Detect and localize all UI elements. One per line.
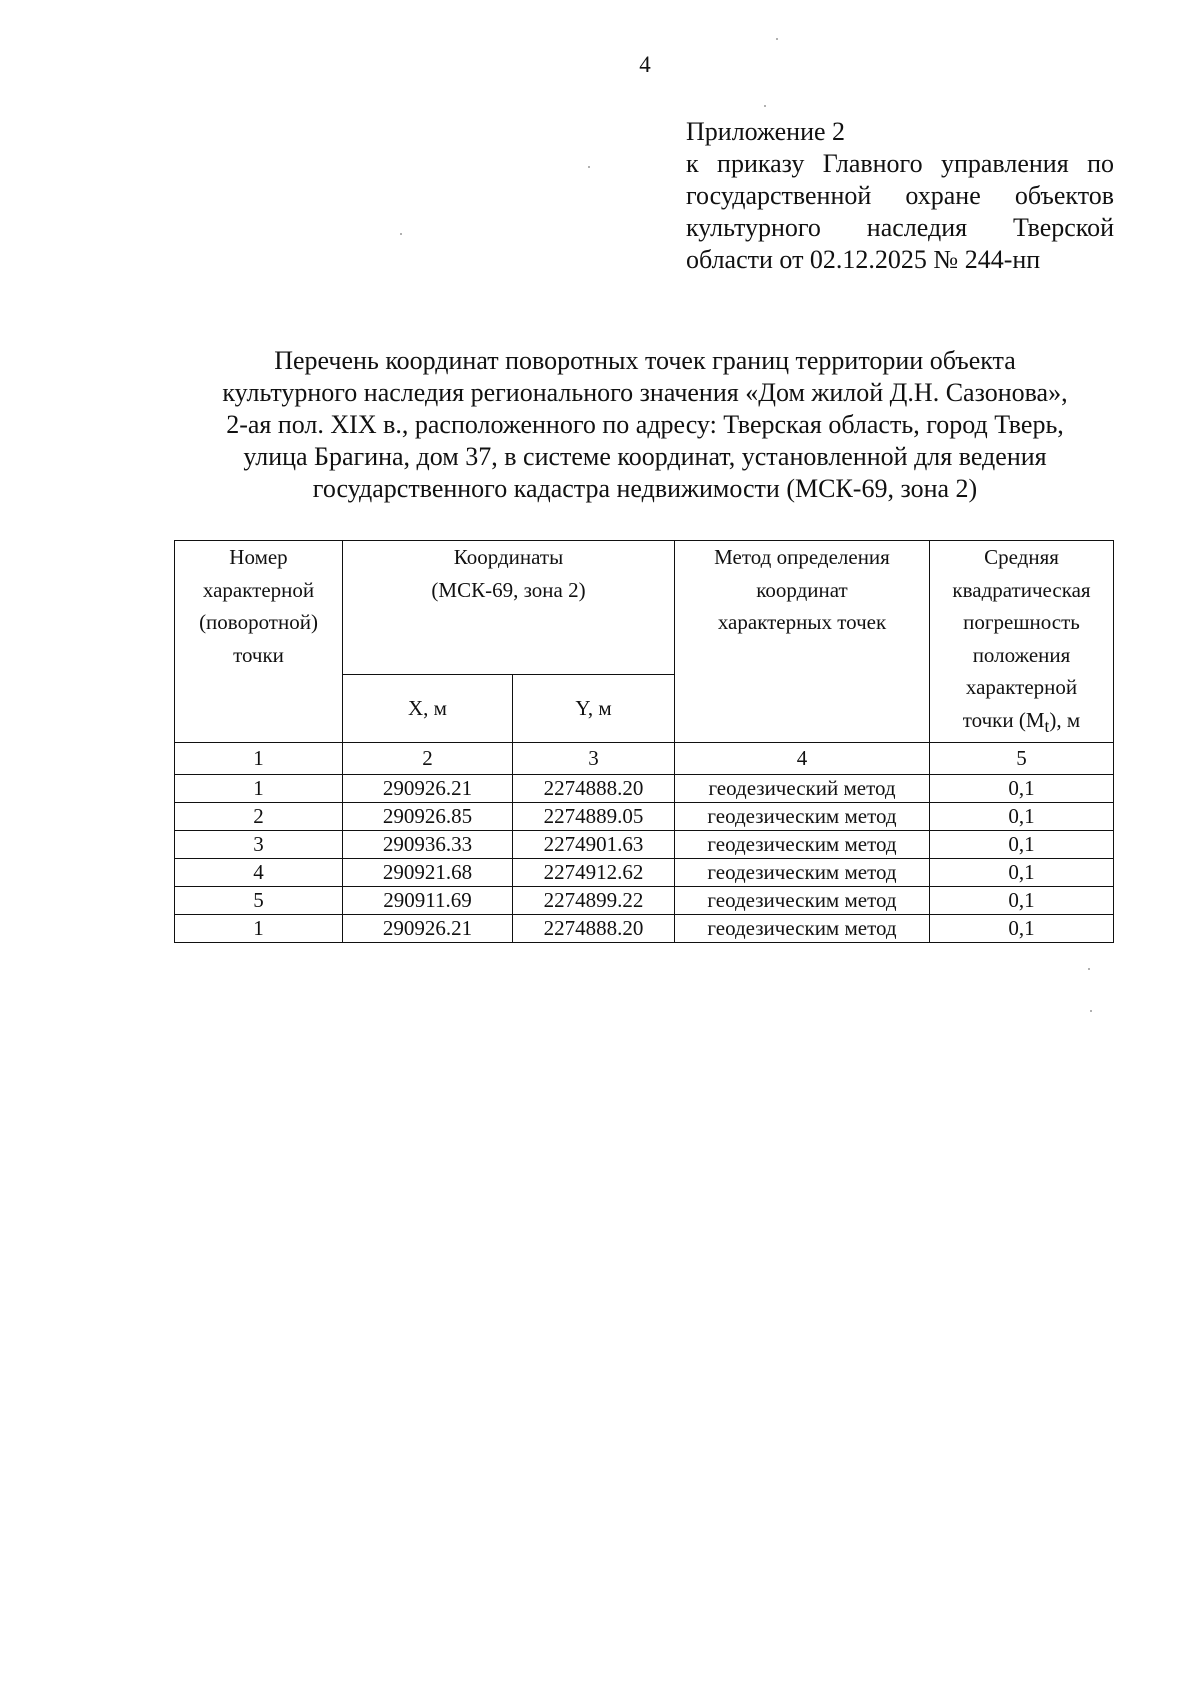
header-method: Метод определения координат характерных точек [675, 541, 930, 743]
column-number: 5 [930, 743, 1114, 775]
cell-y: 2274899.22 [513, 887, 675, 915]
header-x: X, м [343, 675, 513, 743]
cell-method: геодезическим метод [675, 915, 930, 943]
cell-point: 3 [175, 831, 343, 859]
appendix-block [686, 116, 1114, 276]
appendix-line: культурного наследия Тверской [686, 213, 1114, 242]
scan-speck [588, 166, 590, 168]
table-row [175, 775, 1114, 803]
cell-error: 0,1 [930, 831, 1114, 859]
coordinates-table [174, 540, 1114, 943]
cell-point: 4 [175, 859, 343, 887]
cell-method: геодезическим метод [675, 859, 930, 887]
table-row [175, 803, 1114, 831]
cell-x: 290926.21 [343, 915, 513, 943]
title-line: Перечень координат поворотных точек границ территории объекта [274, 346, 1016, 375]
column-number: 3 [513, 743, 675, 775]
cell-x: 290936.33 [343, 831, 513, 859]
appendix-line: к приказу Главного управления по [686, 149, 1114, 178]
cell-y: 2274888.20 [513, 775, 675, 803]
cell-method: геодезический метод [675, 775, 930, 803]
cell-x: 290921.68 [343, 859, 513, 887]
appendix-line: Приложение 2 [686, 117, 846, 146]
title-line: 2-ая пол. XIX в., расположенного по адресу: Тверская область, город Тверь, [226, 410, 1064, 439]
page-number: 4 [639, 52, 651, 77]
table-row [175, 915, 1114, 943]
cell-error: 0,1 [930, 915, 1114, 943]
cell-x: 290926.85 [343, 803, 513, 831]
cell-error: 0,1 [930, 775, 1114, 803]
column-number: 2 [343, 743, 513, 775]
scan-speck [1090, 1010, 1092, 1012]
header-y: Y, м [513, 675, 675, 743]
scan-speck [400, 233, 402, 235]
header-coordinates: Координаты (МСК-69, зона 2) [343, 541, 675, 675]
column-number-row [175, 743, 1114, 775]
header-error: Средняя квадратическая погрешность положения характерной точки $(M_t)$, м [930, 541, 1114, 743]
cell-x: 290926.21 [343, 775, 513, 803]
cell-y: 2274912.62 [513, 859, 675, 887]
cell-point: 5 [175, 887, 343, 915]
table-row [175, 831, 1114, 859]
cell-point: 1 [175, 775, 343, 803]
cell-y: 2274889.05 [513, 803, 675, 831]
cell-method: геодезическим метод [675, 831, 930, 859]
cell-x: 290911.69 [343, 887, 513, 915]
table-row [175, 859, 1114, 887]
title-line: улица Брагина, дом 37, в системе координат, установленной для ведения [243, 442, 1047, 471]
header-point-number: Номер характерной (поворотной) точки [175, 541, 343, 743]
scan-speck [764, 105, 766, 107]
appendix-line: государственной охране объектов [686, 181, 1114, 210]
scan-speck [1088, 968, 1090, 970]
cell-error: 0,1 [930, 803, 1114, 831]
cell-error: 0,1 [930, 887, 1114, 915]
cell-point: 2 [175, 803, 343, 831]
cell-y: 2274901.63 [513, 831, 675, 859]
column-number: 4 [675, 743, 930, 775]
cell-error: 0,1 [930, 859, 1114, 887]
cell-method: геодезическим метод [675, 803, 930, 831]
title-line: культурного наследия регионального значения «Дом жилой Д.Н. Сазонова», [222, 378, 1068, 407]
document-title [150, 345, 1140, 505]
cell-point: 1 [175, 915, 343, 943]
scan-speck [776, 38, 778, 40]
column-number: 1 [175, 743, 343, 775]
appendix-line: области от 02.12.2025 № 244-нп [686, 245, 1041, 274]
table-header-row [175, 541, 1114, 675]
cell-method: геодезическим метод [675, 887, 930, 915]
title-line: государственного кадастра недвижимости (МСК-69, зона 2) [312, 474, 978, 503]
table-row [175, 887, 1114, 915]
cell-y: 2274888.20 [513, 915, 675, 943]
